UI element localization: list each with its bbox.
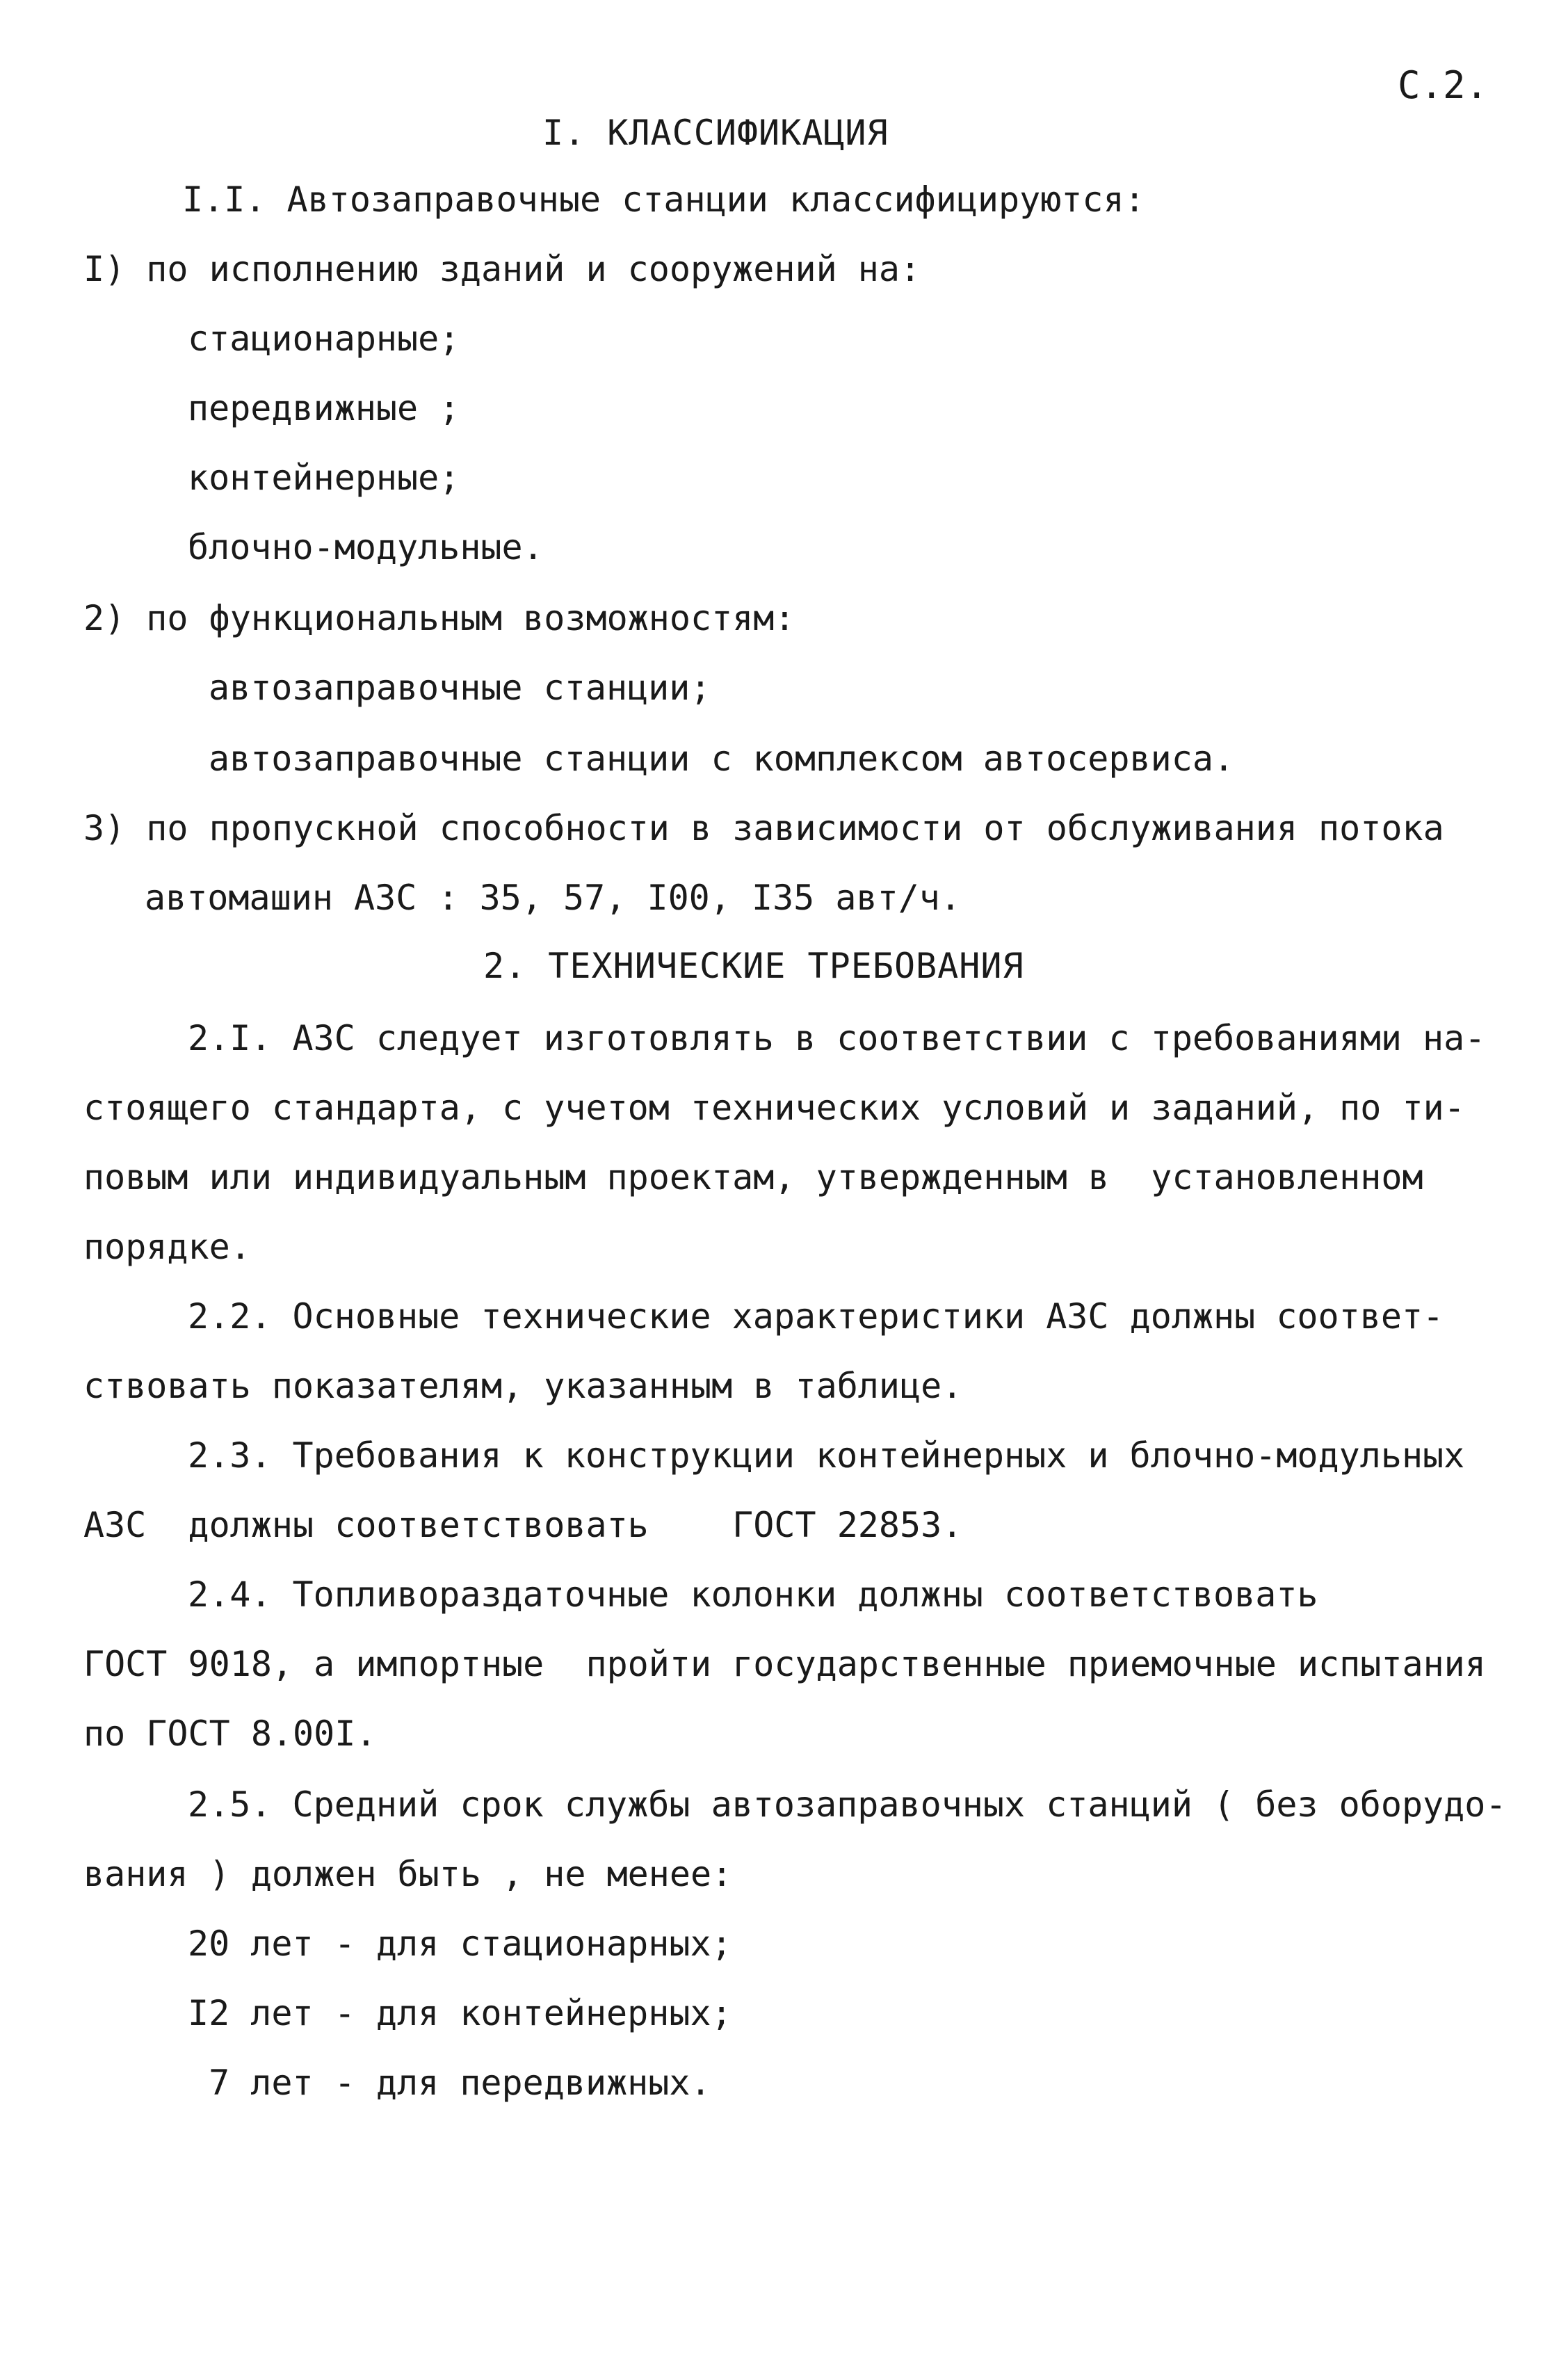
list-item-2-lead: 2) по функциональным возможностям: (83, 598, 795, 638)
paragraph-2-2-line: 2.2. Основные технические характеристики АЗС должны соответ- (188, 1296, 1444, 1337)
service-life-item: 20 лет - для стационарных; (188, 1924, 732, 1964)
service-life-item: I2 лет - для контейнерных; (188, 1993, 732, 2033)
list-item-3-line: 3) по пропускной способности в зависимости от обслуживания потока (83, 808, 1444, 848)
paragraph-2-1-line: 2.I. АЗС следует изготовлять в соответствии с требованиями на- (188, 1018, 1486, 1058)
paragraph-2-2-line: ствовать показателям, указанным в таблице. (83, 1366, 963, 1406)
list-subitem: блочно-модульные. (188, 527, 544, 567)
paragraph-2-3-line: АЗС должны соответствовать ГОСТ 22853. (83, 1505, 963, 1545)
paragraph-2-1-line: стоящего стандарта, с учетом технических условий и заданий, по ти- (83, 1088, 1465, 1128)
paragraph-2-5-line: вания ) должен быть , не менее: (83, 1854, 733, 1894)
paragraph-2-4-line: 2.4. Топливораздаточные колонки должны соответствовать (188, 1574, 1318, 1615)
service-life-item: 7 лет - для передвижных. (188, 2063, 711, 2103)
paragraph-2-1-line: порядке. (83, 1227, 251, 1267)
list-subitem: автозаправочные станции; (209, 668, 711, 708)
paragraph-2-5-line: 2.5. Средний срок службы автозаправочных станций ( без оборудо- (188, 1784, 1507, 1825)
list-subitem: стационарные; (188, 318, 460, 359)
list-item-1-lead: I) по исполнению зданий и сооружений на: (83, 249, 921, 289)
paragraph-2-4-line: ГОСТ 9018, а импортные пройти государственные приемочные испытания (83, 1644, 1486, 1684)
list-subitem: автозаправочные станции с комплексом автосервиса. (209, 739, 1235, 779)
paragraph-2-4-line: по ГОСТ 8.00I. (83, 1713, 377, 1754)
list-subitem: передвижные ; (188, 388, 460, 428)
list-item-3-line: автомашин АЗС : 35, 57, I00, I35 авт/ч. (145, 878, 961, 918)
section-1-title: I. КЛАССИФИКАЦИЯ (542, 113, 889, 153)
page-number: С.2. (1398, 63, 1489, 107)
section-2-title: 2. ТЕХНИЧЕСКИЕ ТРЕБОВАНИЯ (483, 946, 1024, 986)
paragraph-1-1: I.I. Автозаправочные станции классифицируются: (182, 179, 1145, 220)
paragraph-2-1-line: повым или индивидуальным проектам, утвержденным в установленном (83, 1157, 1423, 1197)
list-subitem: контейнерные; (188, 458, 460, 498)
paragraph-2-3-line: 2.3. Требования к конструкции контейнерных и блочно-модульных (188, 1435, 1465, 1476)
